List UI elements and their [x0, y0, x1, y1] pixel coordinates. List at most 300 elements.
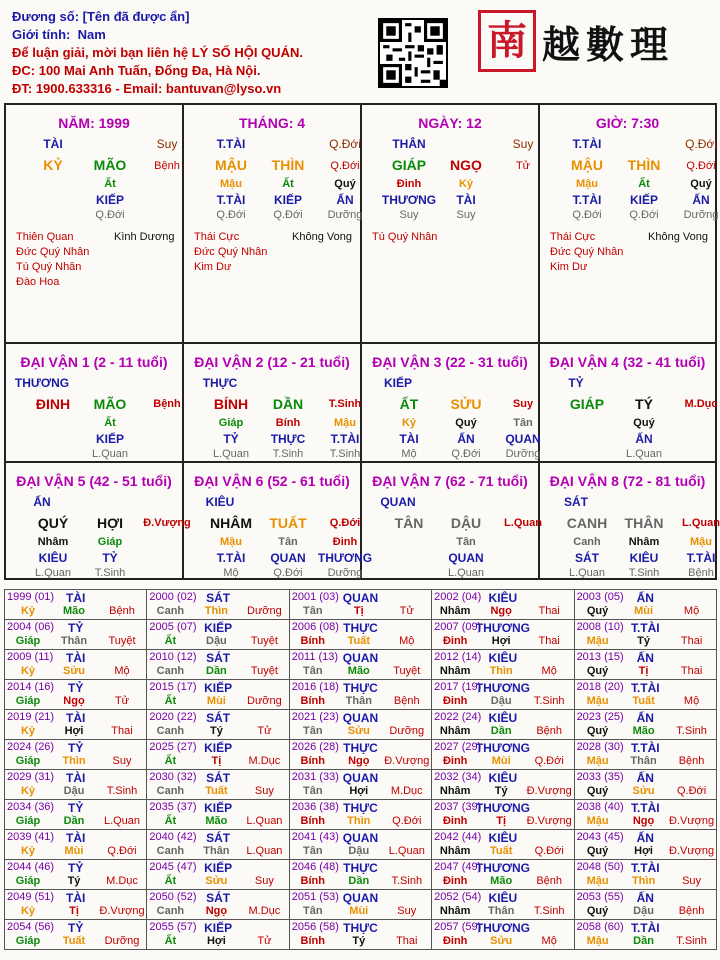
year-state: Suy [112, 755, 132, 767]
daivan-god: KIÊU [205, 495, 235, 509]
year-chi: Tuất [347, 635, 370, 647]
year-chi: Thìn [62, 755, 86, 767]
year-chi: Tý [637, 635, 650, 647]
year-chi: Hợi [64, 725, 84, 737]
year-can: Tân [303, 845, 323, 857]
year-god: ẤN [636, 591, 654, 605]
year-chi: Dần [633, 935, 654, 947]
pillar-h2-text: ẤN [692, 193, 710, 207]
annual-cell [574, 830, 716, 860]
year-chi: Dần [490, 725, 512, 737]
pillar-h2-text: TÀI [456, 193, 476, 207]
year-god: KIẾP [204, 621, 233, 635]
year-state: M.Dục [106, 875, 138, 887]
year-chi: Mão [63, 605, 85, 617]
pillar-title: GIỜ: 7:30 [595, 115, 660, 131]
year-can: Mậu [586, 755, 609, 767]
annual-cell [5, 710, 147, 740]
daivan-h2-text: TÀI [399, 432, 419, 446]
pillar-h3-text: Dưỡng [683, 209, 719, 221]
year-label: 2022 (24) [434, 711, 482, 723]
daivan-god: KIẾP [383, 376, 412, 390]
year-label: 2046 (48) [291, 861, 339, 873]
owner-line: Đương số: [Tên đã được ẩn] [12, 9, 190, 24]
daivan-h2-text: T.TÀI [216, 551, 246, 565]
daivan-hidden-text: Đinh [332, 536, 358, 548]
year-can: Giáp [15, 755, 41, 767]
star-label: Tú Quý Nhân [372, 231, 438, 243]
daivan-h3-text: L.Quan [568, 567, 606, 579]
daivan-title: ĐẠI VẬN 7 (62 - 71 tuổi) [372, 473, 528, 489]
year-chi: Dậu [348, 845, 370, 857]
year-state: M.Dục [248, 755, 281, 767]
year-state: Bệnh [109, 605, 135, 617]
year-state: Đ.Vượng [668, 815, 715, 827]
daivan-h2-text: KIÊU [38, 551, 68, 565]
pillar-h2-text: THƯƠNG [381, 193, 437, 207]
year-chi: Ngọ [63, 695, 85, 707]
pillar-year [6, 105, 184, 342]
seal-mark: 南 [478, 10, 536, 72]
year-label: 2004 (06) [7, 621, 55, 633]
year-label: 2035 (37) [149, 801, 197, 813]
year-god: QUAN [342, 651, 379, 665]
annual-cell [432, 920, 574, 950]
star-label: Đức Quý Nhân [16, 246, 90, 258]
year-god: THƯƠNG [475, 921, 530, 935]
year-can: Bính [300, 635, 325, 647]
year-god: SÁT [206, 651, 231, 665]
year-label: 2029 (31) [7, 771, 55, 783]
daivan-hidden-text: Tân [278, 536, 298, 548]
annual-row [5, 620, 717, 650]
year-can: Nhâm [439, 905, 471, 917]
daivan-title: ĐẠI VẬN 4 (32 - 41 tuổi) [549, 354, 706, 370]
daivan-4 [540, 344, 718, 461]
year-can: Tân [303, 605, 323, 617]
year-can: Mậu [586, 875, 609, 887]
star-label: Đào Hoa [16, 276, 60, 288]
year-chi: Mão [205, 815, 228, 827]
year-state: Đ.Vượng [384, 755, 430, 767]
year-state: Dưỡng [247, 605, 282, 617]
annual-cell [574, 620, 716, 650]
year-state: Thai [538, 635, 560, 647]
daivan-h2-text: ẤN [457, 432, 475, 446]
year-label: 2028 (30) [576, 741, 624, 753]
pillar-h2-text: ẤN [336, 193, 354, 207]
pillar-hidden-text: Đinh [396, 178, 422, 190]
annual-cell [289, 620, 431, 650]
year-can: Bính [300, 755, 325, 767]
year-can: Canh [156, 665, 185, 677]
pillar-day [362, 105, 540, 342]
annual-cell [5, 860, 147, 890]
annual-cell [147, 920, 289, 950]
year-can: Canh [156, 605, 185, 617]
year-chi: Dậu [206, 635, 227, 647]
year-can: Đinh [442, 935, 468, 947]
daivan-hidden-text: Ất [104, 417, 116, 429]
daivan-main: Suy [512, 398, 534, 410]
qr-code [378, 18, 448, 88]
year-label: 2042 (44) [434, 831, 482, 843]
year-label: 2026 (28) [291, 741, 339, 753]
annual-cell [147, 860, 289, 890]
year-label: 2011 (13) [291, 651, 339, 663]
pillar-main-text: MÃO [93, 157, 127, 173]
year-god: THƯƠNG [475, 861, 530, 875]
pillar-main-text: Q.Đới [686, 160, 716, 172]
annual-cell [147, 650, 289, 680]
annual-row [5, 740, 717, 770]
year-state: Tuyệt [250, 635, 278, 647]
year-can: Tân [303, 665, 323, 677]
year-god: THỰC [343, 861, 378, 875]
year-state: Suy [682, 875, 702, 887]
pillar-main-text: KỶ [43, 157, 63, 173]
annual-cell [289, 590, 431, 620]
daivan-title: ĐẠI VẬN 2 (12 - 21 tuổi) [194, 354, 350, 370]
pillar-title: NĂM: 1999 [58, 115, 130, 131]
pillar-h3-text: Q.Đới [572, 209, 602, 221]
year-state: Suy [254, 875, 274, 887]
year-god: THỰC [343, 741, 378, 755]
year-state: Đ.Vượng [526, 815, 572, 827]
annual-cell [574, 680, 716, 710]
daivan-title: ĐẠI VẬN 1 (2 - 11 tuổi) [20, 354, 168, 370]
year-can: Giáp [15, 815, 41, 827]
annual-cell [5, 830, 147, 860]
annual-cell [289, 770, 431, 800]
year-god: QUAN [342, 891, 379, 905]
year-god: ẤN [636, 891, 654, 905]
year-chi: Thìn [204, 605, 228, 617]
daivan-main: GIÁP [569, 396, 605, 412]
year-chi: Thân [203, 845, 230, 857]
year-label: 2055 (57) [149, 921, 197, 933]
star-label: Kình Dương [114, 231, 175, 243]
year-can: Đinh [442, 815, 468, 827]
star-label: Kim Dư [550, 261, 588, 273]
year-can: Bính [300, 935, 325, 947]
year-chi: Mùi [491, 755, 511, 767]
year-god: KIÊU [488, 771, 518, 785]
year-can: Giáp [15, 695, 41, 707]
year-label: 2006 (08) [291, 621, 339, 633]
year-god: SÁT [206, 891, 231, 905]
daivan-5 [6, 463, 191, 579]
annual-row [5, 800, 717, 830]
year-god: QUAN [342, 711, 379, 725]
year-state: T.Sinh [533, 695, 565, 707]
year-can: Bính [300, 875, 325, 887]
daivan-h3-text: L.Quan [625, 448, 663, 460]
star-label: Thiên Quan [16, 231, 74, 243]
year-state: Tử [399, 605, 414, 617]
year-label: 2017 (19) [434, 681, 482, 693]
daivan-h2-text: QUAN [505, 432, 541, 446]
annual-cell [5, 590, 147, 620]
year-god: THỰC [343, 921, 378, 935]
daivan-god: QUAN [380, 495, 416, 509]
annual-table [4, 589, 717, 950]
daivan-main: DẦN [272, 396, 304, 412]
year-can: Bính [300, 695, 325, 707]
year-chi: Tý [209, 725, 223, 737]
year-god: KIÊU [488, 711, 518, 725]
daivan-god: THỰC [202, 376, 238, 390]
daivan-hidden-text: Giáp [218, 417, 244, 429]
year-god: THƯƠNG [475, 621, 530, 635]
daivan-hidden-text: Quý [633, 417, 655, 429]
year-god: QUAN [342, 591, 379, 605]
pillar-top-text: TÀI [43, 137, 63, 151]
year-label: 2034 (36) [7, 801, 55, 813]
year-label: 2033 (35) [576, 771, 624, 783]
daivan-2 [184, 344, 362, 461]
pillar-hidden-text: Kỷ [458, 178, 474, 190]
year-state: Mộ [399, 635, 415, 647]
daivan-h2-text: SÁT [575, 551, 599, 565]
year-god: KIẾP [204, 921, 233, 935]
year-chi: Mùi [349, 905, 369, 917]
year-label: 2058 (60) [576, 921, 624, 933]
year-god: TỶ [68, 621, 84, 635]
year-can: Kỷ [20, 665, 36, 677]
year-can: Ất [164, 935, 177, 947]
year-god: THỰC [343, 801, 378, 815]
daivan-god: THƯƠNG [14, 376, 70, 390]
daivan-h3-text: L.Quan [91, 448, 129, 460]
pillar-top-text: Q.Đới [329, 137, 361, 151]
year-can: Quý [586, 665, 609, 677]
annual-cell [289, 710, 431, 740]
year-state: Mộ [683, 605, 700, 617]
pillar-h3-text: Dưỡng [327, 209, 363, 221]
year-can: Nhâm [439, 665, 471, 677]
year-state: Mộ [683, 695, 700, 707]
year-chi: Hợi [634, 845, 653, 857]
year-label: 2032 (34) [434, 771, 482, 783]
year-label: 2036 (38) [291, 801, 339, 813]
year-label: 2030 (32) [149, 771, 197, 783]
year-can: Quý [586, 845, 609, 857]
pillar-top-text: Q.Đới [685, 137, 717, 151]
year-state: Dưỡng [104, 935, 140, 947]
year-label: 2002 (04) [434, 591, 482, 603]
annual-cell [289, 860, 431, 890]
year-state: T.Sinh [391, 875, 423, 887]
year-god: SÁT [206, 831, 231, 845]
year-chi: Tị [353, 605, 364, 617]
annual-cell [289, 800, 431, 830]
year-label: 2020 (22) [149, 711, 197, 723]
annual-cell [574, 770, 716, 800]
daivan-7 [362, 463, 540, 578]
pillar-main-text: THÌN [627, 157, 661, 173]
year-can: Ất [164, 875, 177, 887]
year-god: T.TÀI [630, 681, 660, 695]
annual-cell [574, 590, 716, 620]
year-can: Quý [586, 725, 609, 737]
daivan-main: ĐINH [35, 396, 71, 412]
star-label: Đức Quý Nhân [550, 246, 624, 258]
pillar-hidden-text: Ất [104, 178, 116, 190]
daivan-h3-text: T.Sinh [272, 448, 304, 460]
year-god: SÁT [206, 591, 231, 605]
year-state: Thai [680, 665, 703, 677]
year-label: 2045 (47) [149, 861, 197, 873]
annual-cell [432, 860, 574, 890]
year-label: 2037 (39) [434, 801, 482, 813]
pillar-h2-text: KIẾP [629, 193, 658, 207]
star-label: Không Vong [292, 231, 352, 243]
daivan-main: HỢI [97, 515, 123, 531]
pillar-h3-text: Q.Đới [216, 209, 246, 221]
brand-logo [478, 10, 674, 72]
year-chi: Tị [69, 905, 79, 917]
year-label: 2001 (03) [291, 591, 339, 603]
daivan-main: TÝ [635, 396, 653, 412]
year-chi: Thìn [631, 875, 656, 887]
year-state: M.Dục [390, 785, 423, 797]
year-can: Kỷ [20, 725, 36, 737]
daivan-god: SÁT [564, 495, 588, 509]
pillar-main-text: Q.Đới [330, 160, 360, 172]
year-label: 2018 (20) [576, 681, 624, 693]
year-can: Kỷ [20, 905, 36, 917]
year-chi: Tị [211, 755, 222, 767]
year-can: Mậu [586, 635, 609, 647]
annual-cell [5, 680, 147, 710]
year-state: Suy [254, 785, 274, 797]
annual-cell [432, 710, 574, 740]
pillar-hour [540, 105, 719, 342]
pillar-title: NGÀY: 12 [418, 115, 482, 131]
daivan-god: TỶ [568, 376, 584, 390]
daivan-h3-text: L.Quan [34, 567, 72, 579]
daivan-row-1 [6, 342, 718, 461]
daivan-h2-text: QUAN [448, 551, 484, 565]
year-state: Q.Đới [676, 785, 707, 797]
year-chi: Mão [632, 725, 655, 737]
year-can: Quý [586, 605, 609, 617]
year-god: T.TÀI [630, 741, 660, 755]
year-state: Đ.Vượng [99, 905, 145, 917]
annual-cell [432, 680, 574, 710]
year-chi: Mùi [634, 605, 654, 617]
year-state: T.Sinh [533, 905, 565, 917]
annual-cell [5, 620, 147, 650]
daivan-main: T.Sinh [328, 398, 362, 410]
annual-cell [147, 830, 289, 860]
year-god: TÀI [66, 771, 86, 785]
year-god: KIẾP [204, 681, 233, 695]
pillar-main-text: THÌN [271, 157, 305, 173]
year-state: Mộ [541, 935, 557, 947]
year-label: 2040 (42) [149, 831, 197, 843]
year-label: 2052 (54) [434, 891, 482, 903]
annual-cell [289, 830, 431, 860]
pillar-hidden-text: Ất [638, 178, 650, 190]
annual-row [5, 860, 717, 890]
year-god: ẤN [636, 831, 654, 845]
daivan-h2-text: T.TÀI [686, 551, 716, 565]
daivan-h3-text: T.Sinh [329, 448, 361, 460]
year-state: Bệnh [678, 905, 705, 917]
year-can: Giáp [15, 935, 41, 947]
pillar-month [184, 105, 362, 342]
year-can: Kỷ [20, 785, 36, 797]
daivan-hidden-text: Kỷ [401, 417, 417, 429]
annual-cell [289, 740, 431, 770]
daivan-main: SỬU [450, 396, 482, 412]
daivan-main: NHÂM [210, 515, 252, 531]
year-state: Q.Đới [534, 755, 564, 767]
daivan-h3-text: Dưỡng [505, 448, 541, 460]
daivan-title: ĐẠI VẬN 6 (52 - 61 tuổi) [194, 473, 350, 489]
year-chi: Ngọ [348, 755, 370, 767]
annual-row [5, 650, 717, 680]
daivan-main: Đ.Vượng [143, 517, 191, 529]
daivan-h3-text: L.Quan [212, 448, 250, 460]
annual-cell [574, 890, 716, 920]
pillar-h3-text: Q.Đới [95, 209, 125, 221]
year-can: Kỷ [20, 605, 36, 617]
year-can: Ất [164, 695, 177, 707]
annual-cell [5, 890, 147, 920]
daivan-h2-text: KIẾP [95, 432, 124, 446]
daivan-h2-text: T.TÀI [330, 432, 360, 446]
daivan-h3-text: T.Sinh [94, 567, 126, 579]
annual-cell [432, 650, 574, 680]
pillar-h2-text: T.TÀI [216, 193, 246, 207]
year-state: Tử [257, 725, 272, 737]
brand-text: 越數理 [542, 21, 675, 67]
year-can: Mậu [586, 695, 609, 707]
year-label: 2041 (43) [291, 831, 339, 843]
year-state: Dưỡng [389, 725, 425, 737]
pillar-h3-text: Q.Đới [629, 209, 659, 221]
year-god: KIÊU [488, 591, 518, 605]
year-label: 2027 (29) [434, 741, 482, 753]
year-label: 2031 (33) [291, 771, 339, 783]
year-can: Giáp [15, 875, 41, 887]
year-god: TÀI [66, 711, 86, 725]
daivan-h2-text: KIÊU [629, 551, 659, 565]
star-label: Tú Quý Nhân [16, 261, 82, 273]
year-label: 2013 (15) [576, 651, 624, 663]
annual-row [5, 590, 717, 620]
year-state: L.Quan [103, 815, 141, 827]
annual-cell [289, 650, 431, 680]
year-label: 2049 (51) [7, 891, 55, 903]
annual-cell [432, 740, 574, 770]
year-chi: Hợi [491, 635, 511, 647]
year-can: Mậu [586, 935, 609, 947]
daivan-8 [540, 463, 720, 579]
daivan-h3-text: Bệnh [688, 567, 714, 579]
year-chi: Thân [345, 695, 372, 707]
year-state: Bệnh [393, 695, 420, 707]
year-state: L.Quan [246, 815, 283, 827]
annual-cell [147, 620, 289, 650]
year-label: 2012 (14) [434, 651, 482, 663]
year-can: Ất [164, 815, 177, 827]
year-god: T.TÀI [630, 921, 660, 935]
year-god: THƯƠNG [475, 741, 530, 755]
